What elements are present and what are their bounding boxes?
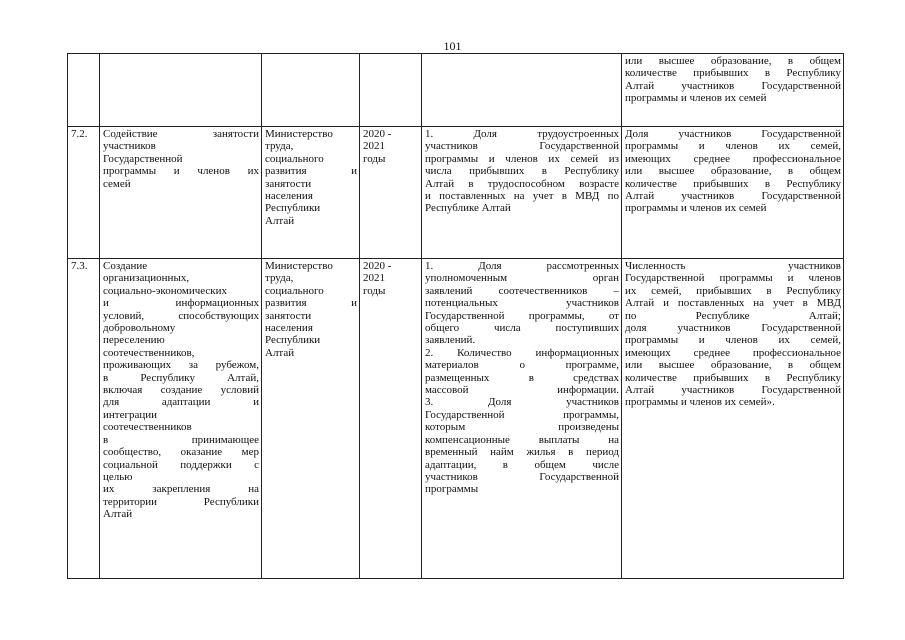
measure-line: участников — [103, 140, 156, 153]
measure-line: переселению — [103, 334, 165, 347]
measure-line: и информационных — [103, 297, 259, 310]
period-cell — [360, 54, 422, 127]
executor-line: занятости — [265, 309, 312, 322]
measure-cell — [100, 127, 262, 259]
indicators-line: участников Государственной — [425, 470, 619, 483]
executor-cell — [262, 259, 360, 579]
executor-line: социального — [265, 284, 324, 297]
indicators-line: 1. Доля рассмотренных — [425, 260, 619, 272]
result-line: или высшее образование, в общем — [625, 165, 841, 178]
indicators-line: общего числа поступивших — [425, 322, 619, 335]
measure-line: для адаптации и — [103, 396, 259, 409]
measure-line: Государственной — [103, 152, 183, 165]
period-line: 2021 — [363, 140, 385, 153]
result-line: имеющих среднее профессиональное — [625, 152, 841, 165]
result-line: доля участников Государственной — [625, 322, 841, 335]
result-line: их семей, прибывших в Республику — [625, 284, 841, 297]
row-number: 7.3. — [71, 260, 88, 272]
indicators-line: участников Государственной — [425, 140, 619, 153]
row-number-cell — [68, 54, 100, 127]
measure-line: в Республику Алтай, — [103, 371, 259, 384]
result-cell — [622, 54, 844, 127]
table-row — [68, 54, 844, 127]
executor-line: населения — [265, 322, 313, 335]
indicators-line: Государственной программы, от — [425, 309, 619, 322]
row-number: 7.2. — [71, 128, 88, 140]
table-row — [68, 127, 844, 259]
period-line: 2020 - — [363, 128, 392, 140]
measure-line: семей — [103, 177, 131, 190]
indicators-line: программы — [425, 483, 479, 496]
result-line: программы и членов их семей — [625, 92, 767, 105]
period-line: годы — [363, 284, 386, 297]
indicators-line: заявлений соотечественников – — [425, 284, 619, 297]
measure-line: Алтай — [103, 508, 133, 521]
indicators-line: Алтай в трудоспособном возрасте — [425, 177, 619, 190]
indicators-cell — [422, 54, 622, 127]
executor-cell — [262, 127, 360, 259]
indicators-cell — [422, 127, 622, 259]
result-line: количестве прибывших в Республику — [625, 67, 841, 80]
indicators-line: адаптации, в общем числе — [425, 458, 619, 471]
measure-line: добровольному — [103, 322, 176, 335]
result-line: Численность участников — [625, 260, 841, 272]
result-line: Алтай участников Государственной — [625, 79, 841, 92]
result-line: Алтай участников Государственной — [625, 190, 841, 203]
page-number: 101 — [443, 39, 462, 53]
measure-line: интеграции — [103, 408, 158, 421]
indicators-line: Республике Алтай — [425, 202, 511, 215]
measure-cell — [100, 259, 262, 579]
indicators-line: временный найм жилья в период — [425, 446, 619, 459]
indicators-line: которым произведены — [425, 421, 619, 434]
result-line: или высшее образование, в общем — [625, 359, 841, 372]
measure-line: целью — [103, 470, 133, 483]
indicators-line: материалов о программе, — [425, 359, 619, 372]
result-line: программы и членов их семей — [625, 202, 767, 215]
measure-line: соотечественников, — [103, 346, 195, 359]
measure-cell — [100, 54, 262, 127]
executor-line: Министерство — [265, 128, 333, 140]
executor-line: населения — [265, 190, 313, 203]
measure-line: сообщество, оказание мер — [103, 446, 259, 459]
measure-line: Создание — [103, 260, 148, 272]
table-row — [68, 259, 844, 579]
result-line: Алтай участников Государственной — [625, 384, 841, 397]
period-cell — [360, 127, 422, 259]
measures-table — [67, 53, 844, 579]
measure-line: социально-экономических — [103, 284, 228, 297]
indicators-line: 2. Количество информационных — [425, 346, 619, 359]
indicators-line: 3. Доля участников — [425, 396, 619, 409]
indicators-line: и поставленных на учет в МВД по — [425, 190, 619, 203]
result-cell — [622, 259, 844, 579]
indicators-line: уполномоченным орган — [425, 272, 619, 285]
executor-cell — [262, 54, 360, 127]
result-line: программы и членов их семей». — [625, 396, 775, 409]
measure-line: программы и членов их — [103, 165, 259, 178]
result-line: Государственной программы и членов — [625, 272, 841, 285]
result-cell — [622, 127, 844, 259]
result-line: программы и членов их семей, — [625, 140, 841, 153]
indicators-line: 1. Доля трудоустроенных — [425, 128, 619, 140]
executor-line: развития и — [265, 297, 357, 310]
measure-line: их закрепления на — [103, 483, 259, 496]
period-line: 2021 — [363, 272, 385, 285]
measure-line: включая создание условий — [103, 384, 259, 397]
executor-line: Алтай — [265, 346, 295, 359]
period-cell — [360, 259, 422, 579]
period-line: годы — [363, 152, 386, 165]
executor-line: труда, — [265, 272, 294, 285]
indicators-line: размещенных в средствах — [425, 371, 619, 384]
indicators-line: заявлений. — [425, 334, 476, 347]
measure-line: соотечественников — [103, 421, 192, 434]
executor-line: Республики — [265, 202, 321, 215]
executor-line: труда, — [265, 140, 294, 153]
measure-line: условий, способствующих — [103, 309, 259, 322]
result-line: по Республике Алтай; — [625, 309, 841, 322]
measure-line: проживающих за рубежом, — [103, 359, 259, 372]
executor-line: Министерство — [265, 260, 333, 272]
result-line: или высшее образование, в общем — [625, 55, 841, 67]
result-line: программы и членов их семей, — [625, 334, 841, 347]
measure-line: организационных, — [103, 272, 190, 285]
indicators-line: программы и членов их семей из — [425, 152, 619, 165]
executor-line: Алтай — [265, 214, 295, 227]
measure-line: территории Республики — [103, 495, 259, 508]
period-line: 2020 - — [363, 260, 392, 272]
indicators-line: потенциальных участников — [425, 297, 619, 310]
result-line: имеющих среднее профессиональное — [625, 346, 841, 359]
row-number-cell — [68, 127, 100, 259]
result-line: Доля участников Государственной — [625, 128, 841, 140]
executor-line: социального — [265, 152, 324, 165]
indicators-line: числа прибывших в Республику — [425, 165, 619, 178]
result-line: Алтай и поставленных на учет в МВД — [625, 297, 841, 310]
result-line: количестве прибывших в Республику — [625, 177, 841, 190]
executor-line: развития и — [265, 165, 357, 178]
executor-line: Республики — [265, 334, 321, 347]
indicators-line: массовой информации. — [425, 384, 619, 397]
measure-line: социальной поддержки с — [103, 458, 259, 471]
result-line: количестве прибывших в Республику — [625, 371, 841, 384]
measure-line: в принимающее — [103, 433, 259, 446]
indicators-line: Государственной программы, — [425, 408, 619, 421]
indicators-cell — [422, 259, 622, 579]
row-number-cell — [68, 259, 100, 579]
indicators-line: компенсационные выплаты на — [425, 433, 619, 446]
measure-line: Содействие занятости — [103, 128, 259, 140]
executor-line: занятости — [265, 177, 312, 190]
